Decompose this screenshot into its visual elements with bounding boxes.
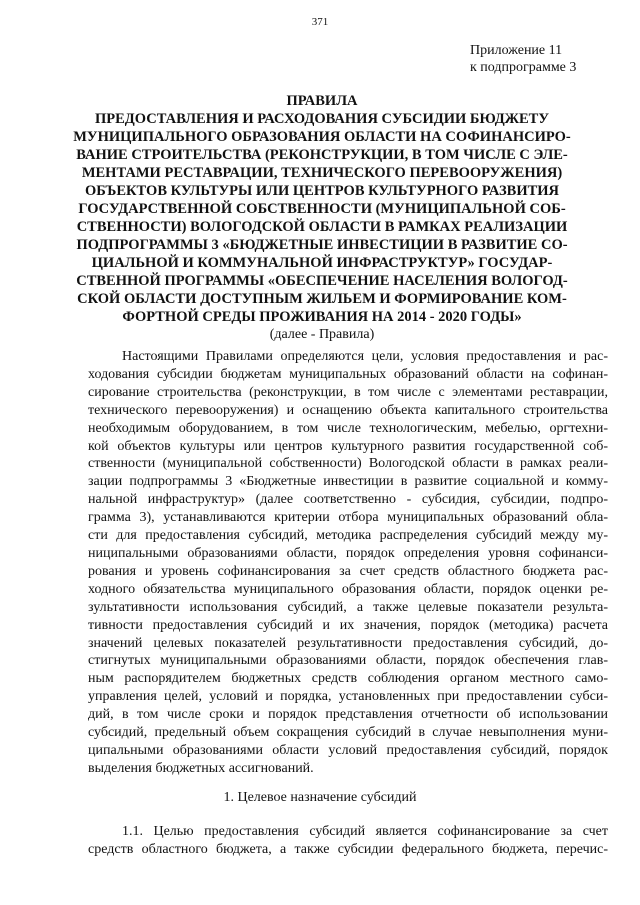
paragraph-line: Настоящими Правилами определяются цели, условия предоставления и рас-: [122, 349, 608, 364]
paragraph-line: необходимым оборудованием, в том числе технологическим, мебелью, оргтехни-: [88, 420, 608, 436]
paragraph-line: ходного обязательства муниципального образования области, порядок оценки ре-: [88, 581, 608, 597]
title-line: ПРЕДОСТАВЛЕНИЯ И РАСХОДОВАНИЯ СУБСИДИИ БЮДЖЕТУ: [95, 111, 549, 127]
paragraph-line: технического перевооружения) и оснащению объекта капитального строительства: [88, 402, 608, 418]
title-line: ОБЪЕКТОВ КУЛЬТУРЫ ИЛИ ЦЕНТРОВ КУЛЬТУРНОГО РАЗВИТИЯ: [84, 183, 560, 199]
paragraph-line: ственности (муниципальной собственности) Вологодской области в рамках реали-: [88, 456, 608, 472]
intro-paragraph: [88, 348, 608, 778]
paragraph-line: стигнутых муниципальными образованиями области, порядок обеспечения глав-: [88, 653, 608, 669]
paragraph-line: средств областного бюджета, а также субсидии федерального бюджета, перечис-: [88, 841, 608, 857]
title-line: ЦИАЛЬНОЙ И КОММУНАЛЬНОЙ ИНФРАСТРУКТУР» ГОСУДАР-: [91, 255, 553, 271]
title-abbreviation: (далее - Правила): [269, 327, 375, 342]
point-paragraph: [88, 823, 608, 859]
paragraph-line: грамма 3), устанавливаются критерии отбора муниципальных образований обла-: [88, 510, 608, 526]
paragraph-line: зации подпрограммы 3 «Бюджетные инвестиции в развитие социальной и комму-: [88, 474, 608, 490]
title-line: ПОДПРОГРАММЫ 3 «БЮДЖЕТНЫЕ ИНВЕСТИЦИИ В РАЗВИТИЕ СО-: [76, 237, 568, 253]
paragraph-line: зультативности использования субсидий, а также целевые показатели результа-: [88, 599, 608, 615]
paragraph-line: сирование строительства (реконструкции, в том числе с элементами реставрации,: [88, 384, 608, 400]
paragraph-line: выделения бюджетных ассигнований.: [88, 760, 314, 776]
paragraph-line: кой объектов культуры или центров культурного развития государственной соб-: [88, 438, 608, 454]
paragraph-line: ходования субсидии бюджетам муниципальных образований области на софинан-: [88, 366, 608, 382]
paragraph-line: 1.1. Целью предоставления субсидий является софинансирование за счет: [122, 824, 608, 839]
title-line: ФОРТНОЙ СРЕДЫ ПРОЖИВАНИЯ НА 2014 - 2020 ГОДЫ»: [122, 309, 522, 325]
paragraph-line: ципальными образованиями области условий предоставления субсидий, порядок: [88, 742, 608, 758]
paragraph-line: субсидий, предельный объем сокращения субсидий в случае невыполнения муни-: [88, 725, 608, 741]
appendix-line-2: к подпрограмме 3: [470, 60, 577, 75]
title-line: ВАНИЕ СТРОИТЕЛЬСТВА (РЕКОНСТРУКЦИИ, В ТОМ ЧИСЛЕ С ЭЛЕ-: [76, 147, 568, 163]
appendix-reference: [470, 42, 620, 76]
paragraph-line: рования и уровень софинансирования за счет средств областного бюджета рас-: [88, 563, 608, 579]
appendix-line-1: Приложение 11: [470, 43, 563, 58]
title-line: ГОСУДАРСТВЕННОЙ СОБСТВЕННОСТИ (МУНИЦИПАЛЬНОЙ СОБ-: [78, 201, 566, 217]
title-heading: ПРАВИЛА: [286, 93, 358, 109]
paragraph-line: управления целей, условий и порядка, установленных при предоставлении субси-: [88, 689, 608, 705]
paragraph-line: тивности предоставления субсидий и их значения, порядок (методика) расчета: [88, 617, 608, 633]
title-line: МУНИЦИПАЛЬНОГО ОБРАЗОВАНИЯ ОБЛАСТИ НА СОФИНАНСИРО-: [73, 129, 571, 145]
paragraph-line: дий, в том числе сроки и порядок представления отчетности об использовании: [88, 707, 608, 723]
title-line: СТВЕННОЙ ПРОГРАММЫ «ОБЕСПЕЧЕНИЕ НАСЕЛЕНИЯ ВОЛОГОД-: [76, 273, 568, 289]
paragraph-line: значений целевых показателей результативности предоставления субсидий, до-: [88, 635, 608, 651]
title-line: СКОЙ ОБЛАСТИ ДОСТУПНЫМ ЖИЛЬЕМ И ФОРМИРОВАНИЕ КОМ-: [77, 291, 567, 307]
paragraph-line: ниципальными образованиями области, порядок определения уровня софинанси-: [88, 545, 608, 561]
title-line: СТВЕННОСТИ) ВОЛОГОДСКОЙ ОБЛАСТИ В РАМКАХ РЕАЛИЗАЦИИ: [76, 219, 568, 235]
paragraph-line: ным распорядителем бюджетных средств соблюдения органом местного само-: [88, 671, 608, 687]
document-title: [48, 92, 596, 344]
page-number: 371: [311, 16, 329, 28]
paragraph-line: нальной инфраструктур» (далее соответственно - субсидия, субсидии, подпро-: [88, 492, 608, 508]
title-line: МЕНТАМИ РЕСТАВРАЦИИ, ТЕХНИЧЕСКОГО ПЕРЕВООРУЖЕНИЯ): [81, 165, 563, 181]
section-heading: 1. Целевое назначение субсидий: [223, 790, 417, 805]
paragraph-line: сти для предоставления субсидий, методика распределения субсидий между му-: [88, 528, 608, 544]
